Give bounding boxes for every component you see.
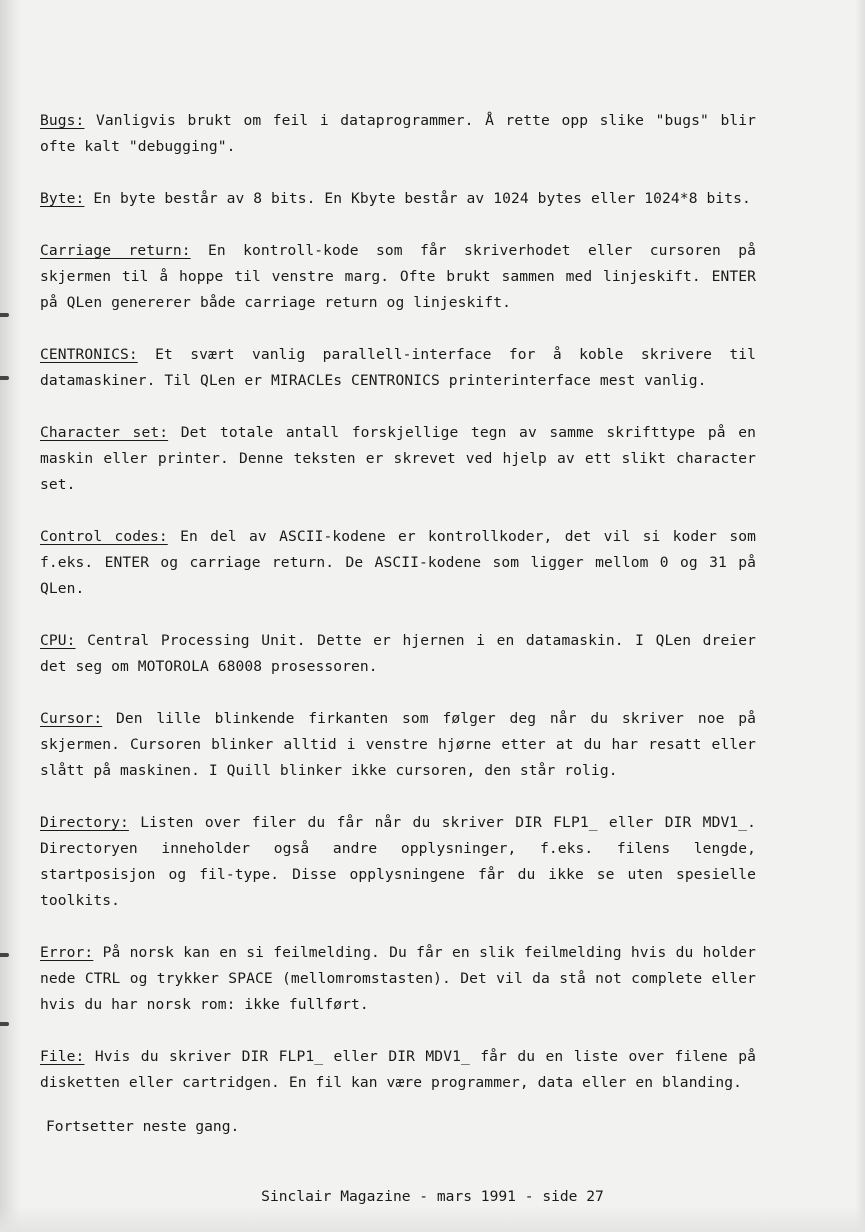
page-left-shadow xyxy=(0,0,22,1232)
glossary-term: Bugs: xyxy=(40,112,85,129)
glossary-entry-error xyxy=(40,940,756,1018)
glossary-entry-directory xyxy=(40,810,756,914)
glossary-term: Character set: xyxy=(40,424,169,441)
glossary-entry-cpu xyxy=(40,628,756,680)
glossary-term: Control codes: xyxy=(40,528,168,545)
binding-mark xyxy=(0,376,9,380)
glossary-entry-file xyxy=(40,1044,756,1096)
glossary-entry-bugs xyxy=(40,108,756,160)
glossary-definition: Vanligvis brukt om feil i dataprogrammer. Å rette opp slike "bugs" blir ofte kalt "debugging". xyxy=(40,112,756,155)
glossary-definition: En del av ASCII-kodene er kontrollkoder, det vil si koder som f.eks. ENTER og carriage return. De ASCII-kodene som ligger mellom 0 og 31 på QLen. xyxy=(40,528,756,597)
glossary-definition: Et svært vanlig parallell-interface for å koble skrivere til datamaskiner. Til QLen er MIRACLEs CENTRONICS printerinterface mest vanlig. xyxy=(40,346,756,389)
glossary-entry-carriage-return xyxy=(40,238,756,316)
glossary-definition: En kontroll-kode som får skriverhodet eller cursoren på skjermen til å hoppe til venstre marg. Ofte brukt sammen med linjeskift. ENTER på QLen genererer både carriage return og linjeskift. xyxy=(40,242,756,311)
glossary-term: Cursor: xyxy=(40,710,103,727)
glossary-term: Carriage return: xyxy=(40,242,191,259)
glossary-definition: Central Processing Unit. Dette er hjernen i en datamaskin. I QLen dreier det seg om MOTOROLA 68008 prosessoren. xyxy=(40,632,756,675)
glossary-entry-byte xyxy=(40,186,756,212)
glossary-term: Error: xyxy=(40,944,94,961)
glossary-definition: Hvis du skriver DIR FLP1_ eller DIR MDV1_ får du en liste over filene på disketten eller cartridgen. En fil kan være programmer, data eller en blanding. xyxy=(40,1048,756,1091)
page-footer: Sinclair Magazine - mars 1991 - side 27 xyxy=(261,1188,604,1205)
glossary-definition: Det totale antall forskjellige tegn av samme skrifttype på en maskin eller printer. Denne teksten er skrevet ved hjelp av ett slikt character set. xyxy=(40,424,756,493)
glossary-definition: Listen over filer du får når du skriver DIR FLP1_ eller DIR MDV1_. Directoryen inneholder også andre opplysninger, f.eks. filens lengde, startposisjon og fil-type. Disse opplysningene får du ikke se uten spesielle toolkits. xyxy=(40,814,756,909)
glossary-term: CENTRONICS: xyxy=(40,346,138,363)
glossary-entry-character-set xyxy=(40,420,756,498)
glossary-definition: En byte består av 8 bits. En Kbyte består av 1024 bytes eller 1024*8 bits. xyxy=(84,190,751,207)
glossary xyxy=(40,108,756,1122)
glossary-term: CPU: xyxy=(40,632,76,649)
glossary-entry-centronics xyxy=(40,342,756,394)
glossary-term: File: xyxy=(40,1048,85,1065)
glossary-term: Directory: xyxy=(40,814,129,831)
glossary-entry-control-codes xyxy=(40,524,756,602)
binding-mark xyxy=(0,1022,9,1026)
page-right-edge xyxy=(855,0,865,1232)
glossary-entry-cursor xyxy=(40,706,756,784)
binding-mark xyxy=(0,953,9,957)
glossary-definition: På norsk kan en si feilmelding. Du får en slik feilmelding hvis du holder nede CTRL og trykker SPACE (mellomromstasten). Det vil da stå not complete eller hvis du har norsk rom: ikke fullført. xyxy=(40,944,756,1013)
continue-note: Fortsetter neste gang. xyxy=(46,1118,240,1135)
glossary-term: Byte: xyxy=(40,190,85,207)
glossary-definition: Den lille blinkende firkanten som følger deg når du skriver noe på skjermen. Cursoren blinker alltid i venstre hjørne etter at du har resatt eller slått på maskinen. I Quill blinker ikke cursoren, den står rolig. xyxy=(40,710,756,779)
binding-mark xyxy=(0,313,9,317)
